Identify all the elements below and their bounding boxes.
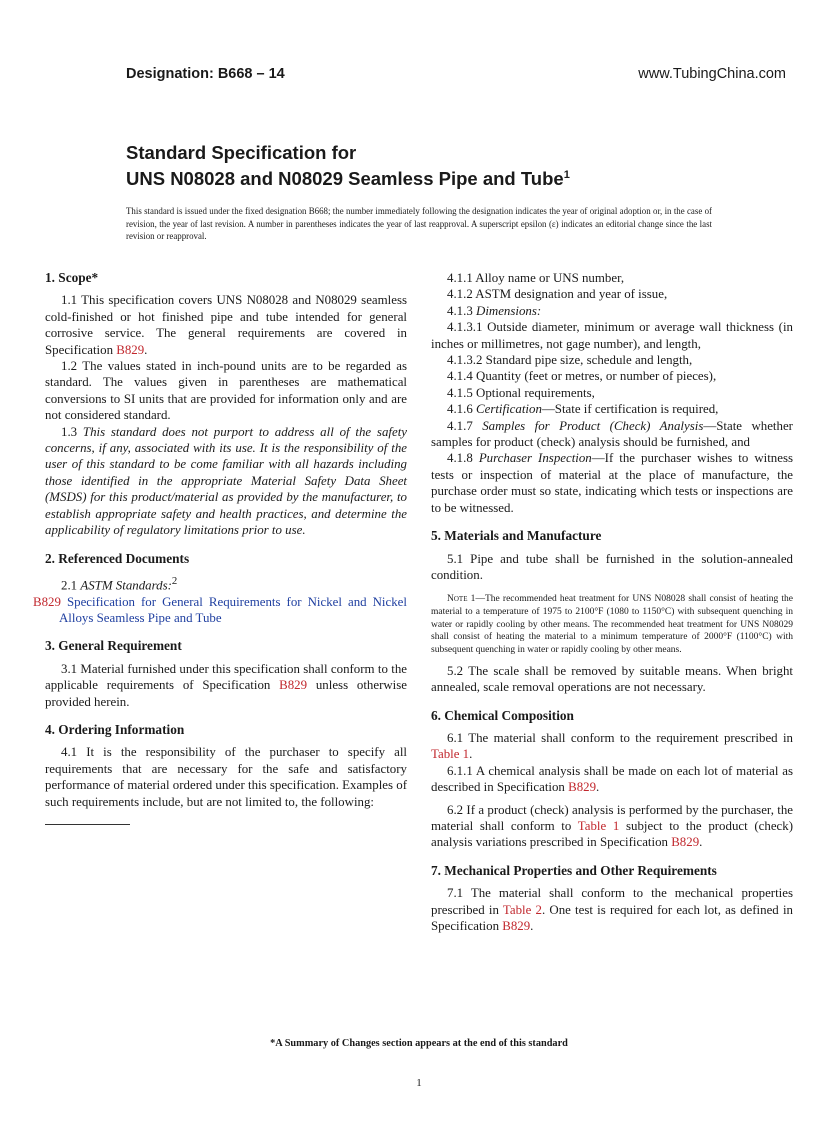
text: . <box>144 342 148 357</box>
paragraph-5-1: 5.1 Pipe and tube shall be furnished in the solution-annealed condition. <box>431 551 793 582</box>
text: 4.1.6 <box>447 402 477 417</box>
website-url[interactable]: www.TubingChina.com <box>638 66 786 82</box>
left-column <box>33 270 407 837</box>
title-line-2 <box>126 164 570 190</box>
text: . <box>596 780 600 795</box>
ref-link-b829[interactable]: B829 <box>568 780 597 795</box>
ref-link-table-1[interactable]: Table 1 <box>577 819 620 834</box>
paragraph-3-1 <box>45 661 407 710</box>
text: unless otherwise provided herein. <box>45 678 407 709</box>
paragraph-1-3 <box>45 424 407 539</box>
ref-link-table-1[interactable]: Table 1 <box>431 747 470 762</box>
text: —If the purchaser wishes to witness tests or inspection of material at the place of manufacture, the purchase order must so state, indicating which tests or inspections are to be witnessed. <box>431 451 793 515</box>
text: . One test is required for each lot, as defined in Specification <box>431 902 793 934</box>
item-4-1-1: 4.1.1 Alloy name or UNS number, <box>447 271 625 285</box>
right-column <box>431 270 793 947</box>
section-general-requirement <box>45 638 407 710</box>
footnote-mark-2[interactable]: 2 <box>171 574 178 587</box>
text: . <box>469 747 473 762</box>
item-4-1-3-2: 4.1.3.2 Standard pipe size, schedule and length, <box>447 353 693 368</box>
item-4-1-8 <box>431 450 793 516</box>
text: 2.1 <box>61 578 81 593</box>
text: 4.1.7 <box>447 418 483 433</box>
text: 6.1.1 A chemical analysis shall be made on each lot of material as described in Specification <box>431 763 793 795</box>
title-line-1: Standard Specification for <box>126 142 357 163</box>
section-heading: 3. General Requirement <box>45 638 182 654</box>
text: 7.1 The material shall conform to the mechanical properties prescribed in <box>431 886 793 917</box>
page-number: 1 <box>416 1077 422 1089</box>
ref-title-link[interactable]: Specification for General Requirements for Nickel and Nickel Alloys Seamless Pipe and Tube <box>59 594 407 626</box>
text: subject to the product (check) analysis variations prescribed in Specification <box>431 819 794 850</box>
section-heading: 4. Ordering Information <box>45 722 185 738</box>
ref-link-b829[interactable]: B829 <box>33 594 61 609</box>
ordering-items <box>431 270 793 516</box>
text: Certification <box>476 402 542 417</box>
section-heading: 7. Mechanical Properties and Other Requirements <box>431 862 717 878</box>
text: 6.2 If a product (check) analysis is performed by the purchaser, the material shall conform to <box>431 802 793 834</box>
text: 6.1 The material shall conform to the requirement prescribed in <box>447 731 793 746</box>
ref-link-b829[interactable]: B829 <box>502 919 531 934</box>
text: Dimensions: <box>476 303 542 318</box>
paragraph-5-2: 5.2 The scale shall be removed by suitable means. When bright annealed, scale removal operations are not necessary. <box>431 663 793 695</box>
item-4-1-4: 4.1.4 Quantity (feet or metres, or number of pieces), <box>447 369 717 384</box>
text: . <box>699 835 703 850</box>
paragraph-4-1: 4.1 It is the responsibility of the purchaser to specify all requirements that are necessary for the safe and satisfactory performance of material ordered under this specification. Examples of such requirements include, but are not limited to, the following: <box>45 745 407 809</box>
astm-standards-label: ASTM Standards: <box>80 578 172 593</box>
item-4-1-6 <box>431 401 793 417</box>
section-heading: 6. Chemical Composition <box>431 707 574 723</box>
section-ordering-information <box>45 722 407 825</box>
item-4-1-5: 4.1.5 Optional requirements, <box>447 385 595 400</box>
title-text: UNS N08028 and N08029 Seamless Pipe and Tube <box>126 168 564 190</box>
text: 1.1 This specification covers UNS N08028 and N08029 seamless cold-finished or hot finished pipe and tube intended for general corrosive service. The general requirements are covered in Specification <box>45 293 407 357</box>
section-scope <box>45 270 407 539</box>
summary-of-changes-note: *A Summary of Changes section appears at the end of this standard <box>270 1038 568 1049</box>
note-text: —The recommended heat treatment for UNS N08028 shall consist of heating the material to a temperature of 1975 to 2100°F (1080 to 1150°C) with subsequent quenching in water or rapidly cooling by other means. The recommended heat treatment for UNS N08029 shall consist of heating the material to a minimum temperature of 2000°F (1100°C) with subsequent quenching in water or rapidly cooling by other means. <box>431 594 794 656</box>
item-4-1-7 <box>431 418 793 451</box>
ref-link-b829[interactable]: B829 <box>116 342 145 357</box>
section-heading: 2. Referenced Documents <box>45 550 190 566</box>
text: —State if certification is required, <box>541 402 719 417</box>
item-4-1-3 <box>431 303 793 319</box>
section-mechanical-properties <box>431 863 793 935</box>
section-referenced-documents <box>33 550 407 627</box>
item-4-1-3-1: 4.1.3.1 Outside diameter, minimum or average wall thickness (in inches or millimetres, not gage number), and length, <box>431 320 793 351</box>
paragraph-2-1 <box>45 573 407 594</box>
paragraph-6-2 <box>431 802 793 851</box>
text: 1.3 <box>61 424 83 439</box>
paragraph-1-1 <box>45 292 407 358</box>
note-label: Note 1 <box>447 594 476 605</box>
ref-link-b829[interactable]: B829 <box>671 835 700 850</box>
item-4-1-2: 4.1.2 ASTM designation and year of issue, <box>447 287 668 302</box>
footnote-divider <box>45 824 130 825</box>
section-heading: 1. Scope* <box>45 270 99 285</box>
ref-link-table-2[interactable]: Table 2 <box>502 902 542 917</box>
paragraph-1-2: 1.2 The values stated in inch-pound units are to be regarded as standard. The values given in parentheses are mathematical conversions to SI units that are provided for information only and are not considered standard. <box>45 359 407 423</box>
paragraph-6-1 <box>431 730 793 763</box>
text: Samples for Product (Check) Analysis <box>482 418 704 433</box>
section-heading: 5. Materials and Manufacture <box>431 528 602 544</box>
text: . <box>530 919 534 934</box>
note-1 <box>431 593 793 657</box>
text: Purchaser Inspection <box>478 451 592 466</box>
text: 4.1.8 <box>447 451 479 466</box>
reference-entry <box>33 594 407 627</box>
section-chemical-composition <box>431 708 793 851</box>
text: —State whether samples for product (check) analysis should be furnished, and <box>431 418 793 450</box>
section-materials-manufacture <box>431 528 793 696</box>
safety-statement: This standard does not purport to address all of the safety concerns, if any, associated with its use. It is the responsibility of the user of this standard to be come familiar with all hazards including those identified in the appropriate Material Safety Data Sheet (MSDS) for this product/material as provided by the manufacturer, to establish appropriate safety and health practices, and determine the applicability of regulatory limitations prior to use. <box>45 424 407 538</box>
paragraph-7-1 <box>431 885 793 934</box>
designation: Designation: B668 – 14 <box>126 66 285 82</box>
text: 3.1 Material furnished under this specification shall conform to the applicable requirements of Specification <box>45 661 407 693</box>
ref-link-b829[interactable]: B829 <box>279 678 308 693</box>
paragraph-6-1-1 <box>431 763 793 796</box>
document-title <box>126 142 570 190</box>
text: 4.1.3 <box>447 303 477 318</box>
title-footnote-mark[interactable]: 1 <box>563 169 570 181</box>
issuance-notice: This standard is issued under the fixed designation B668; the number immediately following the designation indicates the year of original adoption or, in the case of revision, the year of last revision. A number in parentheses indicates the year of last reapproval. A superscript epsilon (ε) indicates an editorial change since the last revision or reapproval. <box>126 206 712 241</box>
